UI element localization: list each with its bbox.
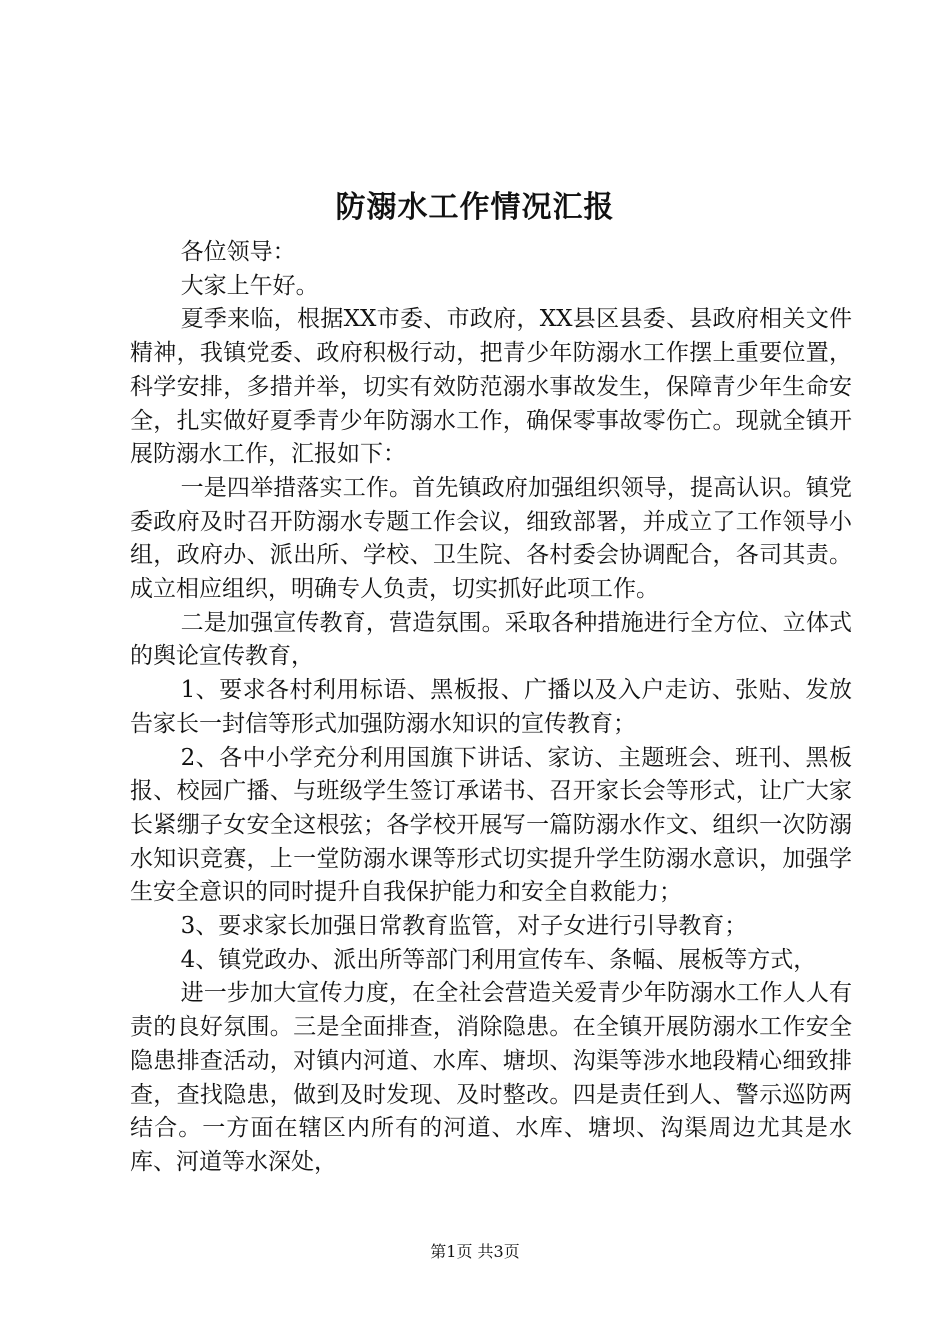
paragraph-continuation: 进一步加大宣传力度，在全社会营造关爱青少年防溺水工作人人有责的良好氛围。三是全面排查，消除隐患。在全镇开展防溺水工作安全隐患排查活动，对镇内河道、水库、塘坝、沟渠等涉水地段精心细致排查，查找隐患，做到及时发现、及时整改。四是责任到人、警示巡防两结合。一方面在辖区内所有的河道、水库、塘坝、沟渠周边尤其是水库、河道等水深处， [130,980,852,1175]
paragraph-greeting: 大家上午好。 [180,272,319,299]
document-title: 防溺水工作情况汇报 [335,190,615,225]
document-body [130,236,852,1180]
paragraph-measure-two: 二是加强宣传教育，营造氛围。采取各种措施进行全方位、立体式的舆论宣传教育， [130,609,852,670]
paragraph-item-1: 1、要求各村利用标语、黑板报、广播以及入户走访、张贴、发放告家长一封信等形式加强防溺水知识的宣传教育； [130,677,852,737]
paragraph-introduction: 夏季来临，根据XX市委、市政府，XX县区县委、县政府相关文件精神，我镇党委、政府积极行动，把青少年防溺水工作摆上重要位置，科学安排，多措并举，切实有效防范溺水事故发生，保障青少年生命安全，扎实做好夏季青少年防溺水工作，确保零事故零伤亡。现就全镇开展防溺水工作，汇报如下： [130,306,852,468]
paragraph-item-2: 2、各中小学充分利用国旗下讲话、家访、主题班会、班刊、黑板报、校园广播、与班级学生签订承诺书、召开家长会等形式，让广大家长紧绷子女安全这根弦；各学校开展写一篇防溺水作文、组织一次防溺水知识竞赛，上一堂防溺水课等形式切实提升学生防溺水意识，加强学生安全意识的同时提升自我保护能力和安全自救能力； [130,744,852,906]
paragraph-measure-one: 一是四举措落实工作。首先镇政府加强组织领导，提高认识。镇党委政府及时召开防溺水专题工作会议，细致部署，并成立了工作领导小组，政府办、派出所、学校、卫生院、各村委会协调配合，各司其责。成立相应组织，明确专人负责，切实抓好此项工作。 [130,474,852,603]
page-number-footer: 第1页 共3页 [430,1242,520,1261]
paragraph-item-4: 4、镇党政办、派出所等部门利用宣传车、条幅、展板等方式， [180,946,817,973]
paragraph-salutation: 各位领导： [180,239,296,265]
paragraph-item-3: 3、要求家长加强日常教育监管，对子女进行引导教育； [180,913,748,940]
